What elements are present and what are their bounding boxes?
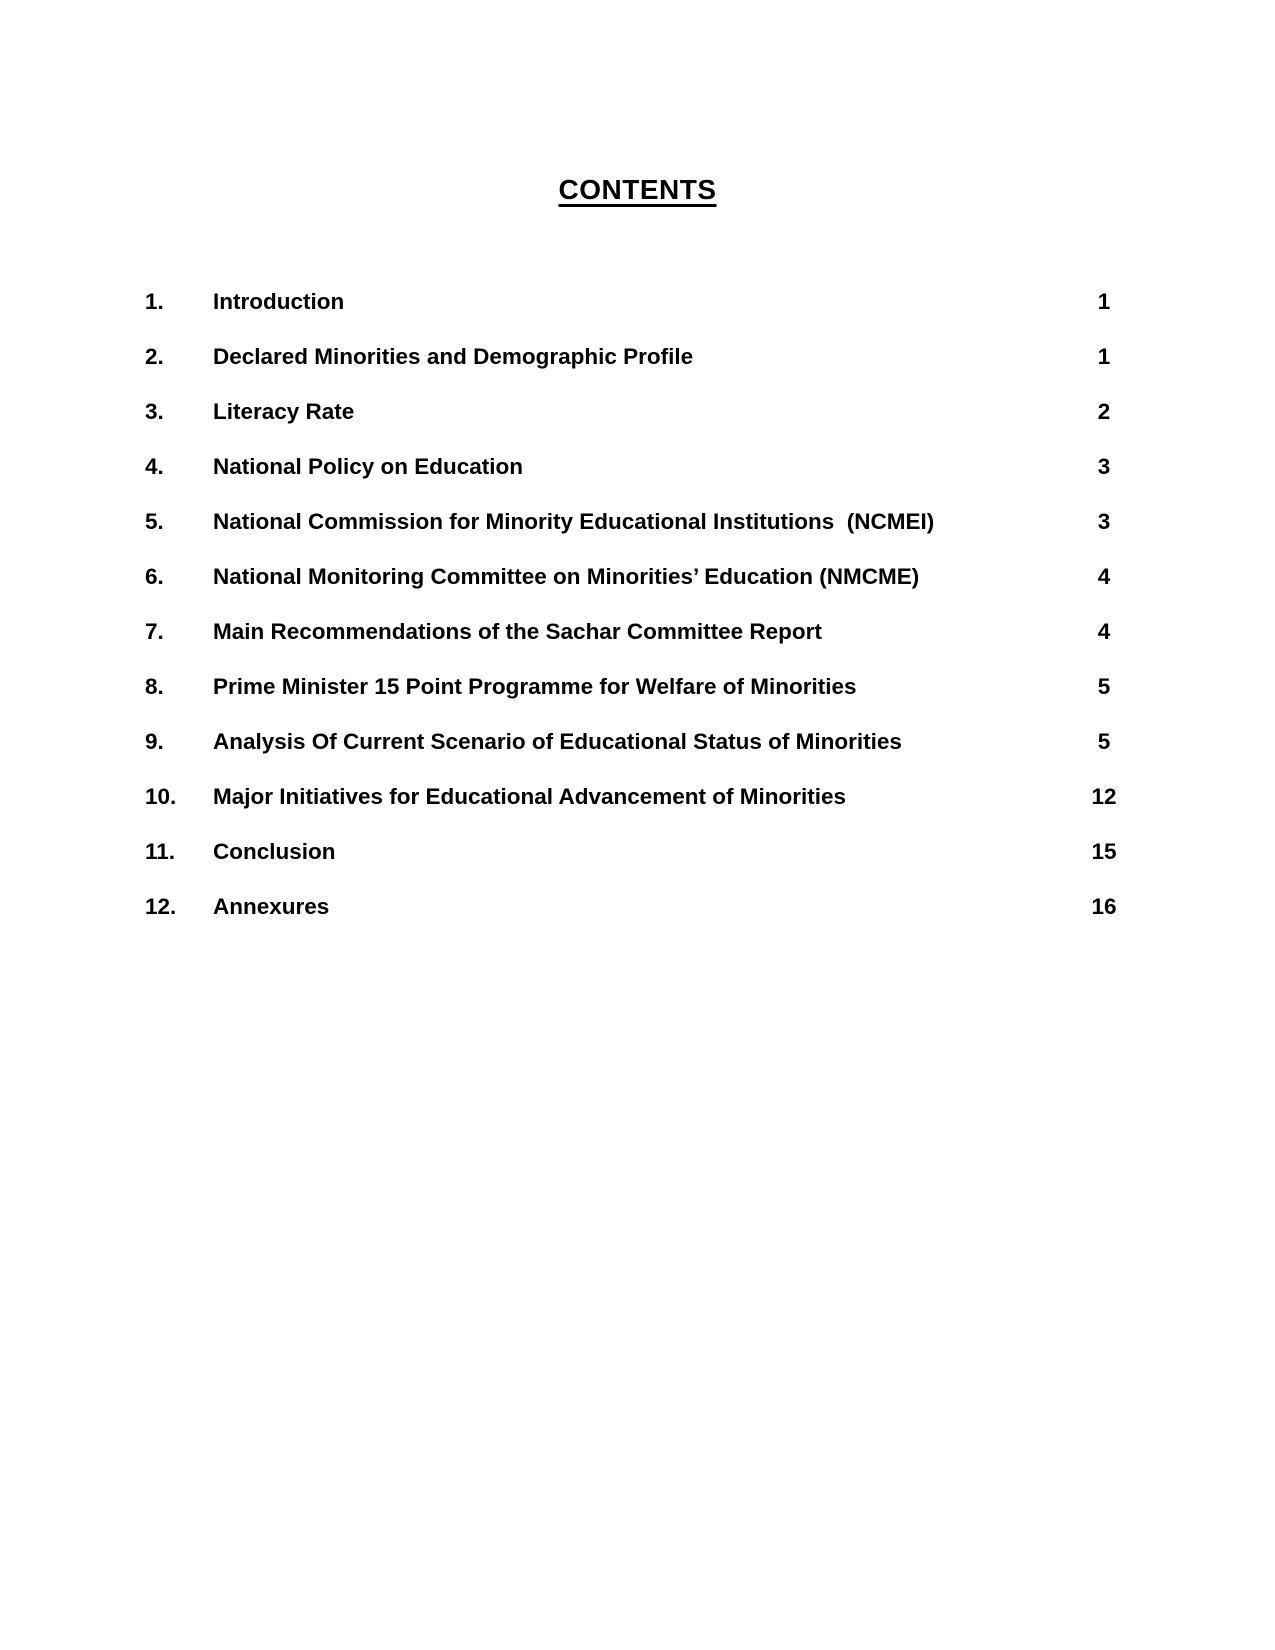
toc-item-number: 10. — [145, 784, 177, 809]
toc-item-number: 1. — [145, 289, 164, 314]
toc-item-page: 16 — [1091, 894, 1117, 919]
toc-row — [145, 453, 1135, 481]
toc-item-page: 5 — [1097, 729, 1111, 754]
toc-row — [145, 838, 1135, 866]
toc-item-title: Declared Minorities and Demographic Profile — [213, 344, 694, 369]
toc-item-page: 15 — [1091, 839, 1117, 864]
toc-item-page: 1 — [1097, 344, 1111, 369]
toc-row — [145, 508, 1135, 536]
toc-row — [145, 728, 1135, 756]
toc-item-title: Annexures — [213, 894, 330, 919]
toc-item-number: 9. — [145, 729, 164, 754]
toc-item-number: 12. — [145, 894, 177, 919]
toc-item-page: 4 — [1097, 564, 1111, 589]
toc-item-number: 8. — [145, 674, 164, 699]
toc-item-page: 4 — [1097, 619, 1111, 644]
toc-item-title: National Monitoring Committee on Minorities’ Education (NMCME) — [213, 564, 920, 589]
toc-row — [145, 398, 1135, 426]
toc-item-title: Prime Minister 15 Point Programme for Welfare of Minorities — [213, 674, 857, 699]
toc-item-title: Major Initiatives for Educational Advancement of Minorities — [213, 784, 847, 809]
toc-item-page: 3 — [1097, 454, 1111, 479]
toc-row — [145, 618, 1135, 646]
toc-row — [145, 783, 1135, 811]
toc-item-number: 5. — [145, 509, 164, 534]
toc-item-number: 2. — [145, 344, 164, 369]
page-title: CONTENTS — [558, 174, 717, 205]
toc-list — [145, 288, 1135, 921]
toc-row — [145, 673, 1135, 701]
toc-row — [145, 288, 1135, 316]
toc-item-title: Analysis Of Current Scenario of Educational Status of Minorities — [213, 729, 902, 754]
toc-item-number: 11. — [145, 839, 176, 864]
toc-item-page: 5 — [1097, 674, 1111, 699]
toc-item-title: National Commission for Minority Educational Institutions (NCMEI) — [213, 509, 935, 534]
toc-item-title: National Policy on Education — [213, 454, 524, 479]
toc-row — [145, 563, 1135, 591]
toc-item-title: Literacy Rate — [213, 399, 355, 424]
toc-row — [145, 343, 1135, 371]
toc-item-number: 7. — [145, 619, 164, 644]
toc-item-page: 2 — [1097, 399, 1111, 424]
toc-item-page: 1 — [1097, 289, 1111, 314]
toc-item-title: Main Recommendations of the Sachar Committee Report — [213, 619, 822, 644]
toc-item-number: 6. — [145, 564, 164, 589]
toc-item-title: Introduction — [213, 289, 345, 314]
toc-item-page: 12 — [1091, 784, 1117, 809]
toc-item-title: Conclusion — [213, 839, 336, 864]
toc-item-number: 3. — [145, 399, 164, 424]
toc-item-number: 4. — [145, 454, 164, 479]
toc-row — [145, 893, 1135, 921]
toc-item-page: 3 — [1097, 509, 1111, 534]
